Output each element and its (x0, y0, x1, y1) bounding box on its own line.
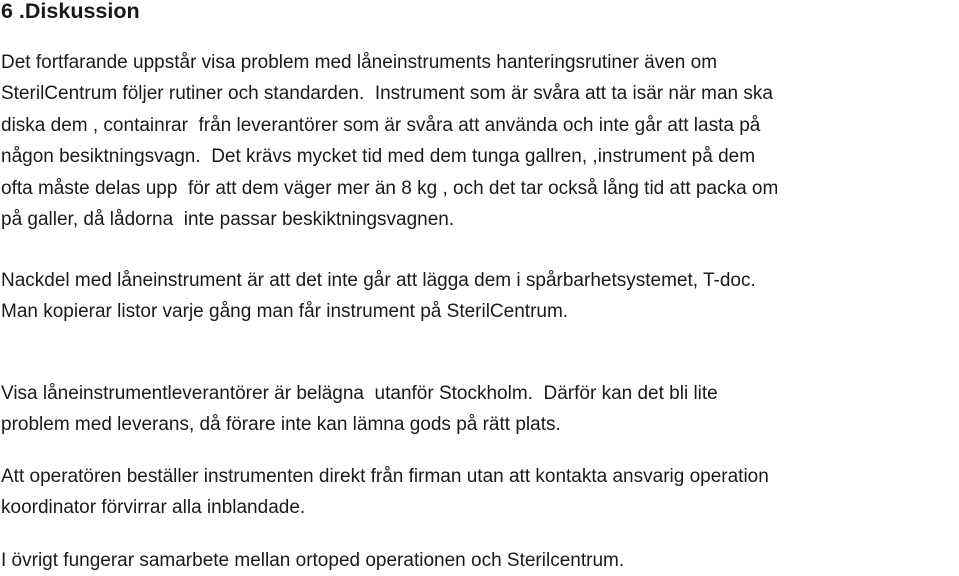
paragraph-line: problem med leverans, då förare inte kan lämna gods på rätt plats. (1, 414, 561, 436)
paragraph-line: I övrigt fungerar samarbete mellan ortoped operationen och Sterilcentrum. (1, 550, 625, 571)
paragraph-line: Nackdel med låneinstrument är att det inte går att lägga dem i spårbarhetsystemet, T-doc. (1, 270, 756, 291)
paragraph-line: SterilCentrum följer rutiner och standarden. Instrument som är svåra att ta isär när man ska (1, 83, 773, 105)
paragraph-line: på galler, då lådorna inte passar beskiktningsvagnen. (1, 209, 455, 231)
paragraph-line: Att operatören beställer instrumenten direkt från firman utan att kontakta ansvarig operation (1, 466, 769, 487)
paragraph-line: Man kopierar listor varje gång man får instrument på SterilCentrum. (1, 301, 569, 323)
paragraph-tdoc (1, 265, 959, 328)
section-heading: 6 .Diskussion (1, 0, 140, 23)
paragraph-problems (1, 47, 959, 235)
paragraph-cooperation (1, 545, 959, 576)
paragraph-line: diska dem , containrar från leverantörer som är svåra att använda och inte går att lasta på (1, 114, 761, 136)
paragraph-line: ofta måste delas upp för att dem väger mer än 8 kg , och det tar också lång tid att packa om (1, 177, 779, 199)
paragraph-line: koordinator förvirrar alla inblandade. (1, 497, 306, 519)
paragraph-operator (1, 461, 959, 524)
paragraph-suppliers (1, 378, 959, 441)
paragraph-line: Visa låneinstrumentleverantörer är belägna utanför Stockholm. Därför kan det bli lite (1, 383, 718, 404)
paragraph-line: någon besiktningsvagn. Det krävs mycket tid med dem tunga gallren, ,instrument på dem (1, 146, 756, 168)
paragraph-line: Det fortfarande uppstår visa problem med låneinstruments hanteringsrutiner även om (1, 52, 718, 73)
